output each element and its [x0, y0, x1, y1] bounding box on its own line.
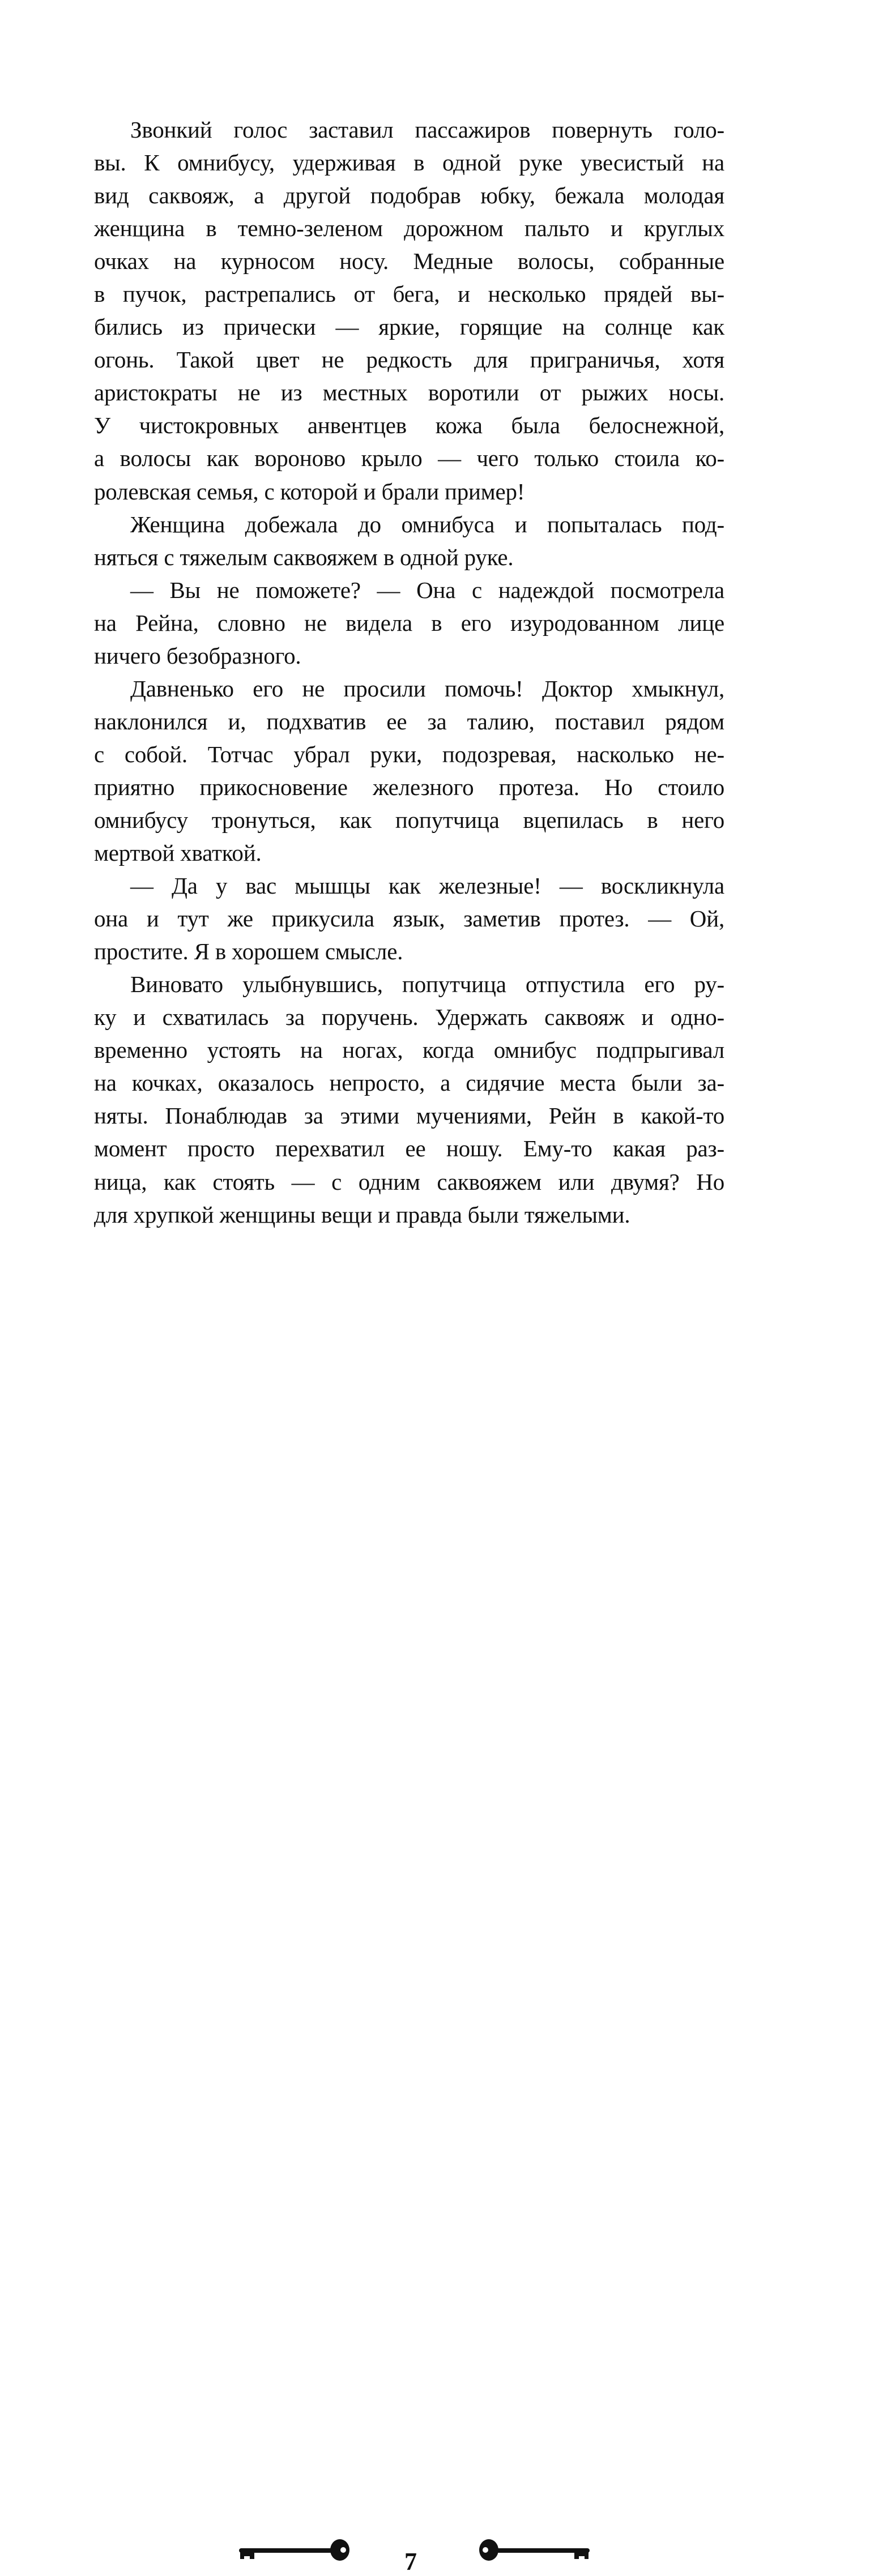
text-line: ничего безобразного. — [94, 642, 301, 669]
text-line: Давненько его не просили помочь! Доктор хмыкнул, — [130, 675, 724, 702]
page-body — [94, 113, 724, 1231]
text-line: омнибусу тронуться, как попутчица вцепилась в него — [94, 806, 724, 833]
text-line: временно устоять на ногах, когда омнибус подпрыгивал — [94, 1037, 724, 1063]
text-line: с собой. Тотчас убрал руки, подозревая, насколько не- — [94, 741, 724, 767]
text-line: — Да у вас мышцы как железные! — воскликнула — [130, 873, 724, 899]
text-line: ку и схватилась за поручень. Удержать саквояж и одно- — [94, 1004, 724, 1031]
text-line: в пучок, растрепались от бега, и несколько прядей вы- — [94, 281, 724, 307]
text-line: няться с тяжелым саквояжем в одной руке. — [94, 544, 514, 570]
text-line: аристократы не из местных воротили от рыжих носы. — [94, 379, 724, 406]
text-line: вид саквояж, а другой подобрав юбку, бежала молодая — [94, 182, 724, 209]
text-line: ролевская семья, с которой и брали пример! — [94, 478, 525, 505]
text-line: бились из прически — яркие, горящие на солнце как — [94, 314, 724, 340]
left-key-icon — [237, 2539, 376, 2568]
text-line: няты. Понаблюдав за этими мучениями, Рейн в какой-то — [94, 1103, 724, 1129]
text-line: простите. Я в хорошем смысле. — [94, 938, 403, 965]
text-line: для хрупкой женщины вещи и правда были тяжелыми. — [94, 1201, 630, 1228]
text-line: на Рейна, словно не видела в его изуродованном лице — [94, 609, 724, 636]
paragraph — [94, 968, 724, 1231]
text-line: а волосы как вороново крыло — чего только стоила ко- — [94, 445, 724, 472]
text-line: очках на курносом носу. Медные волосы, собранные — [94, 248, 724, 275]
text-line: — Вы не поможете? — Она с надеждой посмотрела — [130, 576, 724, 603]
text-line: Звонкий голос заставил пассажиров повернуть голо- — [130, 117, 724, 143]
text-line: Виновато улыбнувшись, попутчица отпустила его ру- — [130, 971, 724, 998]
text-line: Женщина добежала до омнибуса и попыталась под- — [130, 511, 724, 537]
paragraph — [94, 508, 724, 574]
text-line: У чистокровных анвентцев кожа была белоснежной, — [94, 412, 724, 439]
right-key-icon — [453, 2539, 592, 2568]
page-footer — [0, 1268, 870, 2575]
text-line: вы. К омнибусу, удерживая в одной руке увесистый на — [94, 149, 724, 176]
text-line: приятно прикосновение железного протеза. Но стоило — [94, 774, 724, 800]
text-line: она и тут же прикусила язык, заметив протез. — Ой, — [94, 905, 724, 932]
text-line: огонь. Такой цвет не редкость для приграничья, хотя — [94, 347, 724, 373]
paragraph — [94, 574, 724, 672]
text-line: ница, как стоять — с одним саквояжем или двумя? Но — [94, 1168, 724, 1195]
paragraph — [94, 869, 724, 968]
text-line: наклонился и, подхватив ее за талию, поставил рядом — [94, 708, 724, 734]
paragraph — [94, 672, 724, 869]
text-line: мертвой хваткой. — [94, 840, 262, 866]
text-line: на кочках, оказалось непросто, а сидячие места были за- — [94, 1070, 724, 1096]
text-line: женщина в темно-зеленом дорожном пальто и круглых — [94, 215, 724, 242]
text-line: момент просто перехватил ее ношу. Ему-то какая раз- — [94, 1135, 724, 1162]
page-number: 7 — [404, 2548, 417, 2575]
paragraph — [94, 113, 724, 508]
